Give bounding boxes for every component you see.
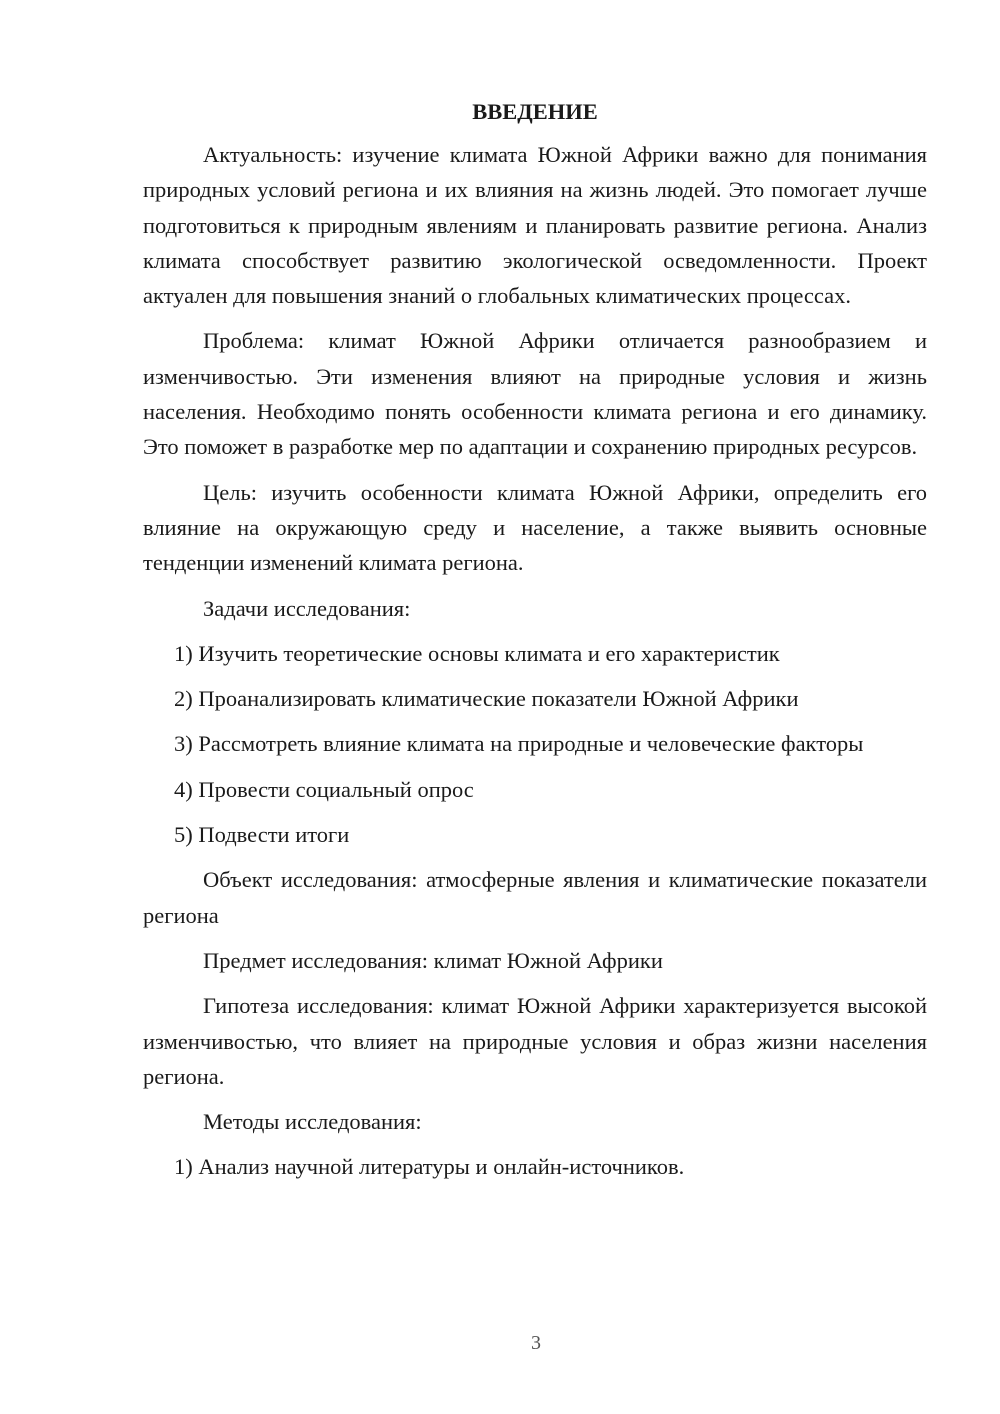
task-item: 4) Провести социальный опрос	[174, 776, 474, 802]
paragraph-object: Объект исследования: атмосферные явления и климатические показатели региона	[143, 867, 927, 928]
paragraph-goal: Цель: изучить особенности климата Южной Африки, определить его влияние на окружающую среду и население, а также выявить основные тенденции изменений климата региона.	[143, 479, 927, 576]
method-item: 1) Анализ научной литературы и онлайн-источников.	[174, 1154, 685, 1180]
page-number: 3	[531, 1332, 541, 1354]
tasks-heading: Задачи исследования:	[203, 595, 411, 621]
paragraph-relevance: Актуальность: изучение климата Южной Африки важно для понимания природных условий региона и их влияния на жизнь людей. Это помогает лучше подготовиться к природным явлениям и планировать развитие региона. Анализ климата способствует развитию экологической осведомленности. Проект актуален для повышения знаний о глобальных климатических процессах.	[143, 142, 927, 309]
task-item: 1) Изучить теоретические основы климата и его характеристик	[174, 640, 780, 666]
methods-heading: Методы исследования:	[203, 1109, 422, 1135]
paragraph-subject: Предмет исследования: климат Южной Африки	[203, 947, 663, 973]
paragraph-hypothesis: Гипотеза исследования: климат Южной Африки характеризуется высокой изменчивостью, что влияет на природные условия и образ жизни населения региона.	[143, 993, 927, 1089]
task-item: 5) Подвести итоги	[174, 822, 350, 848]
section-title: ВВЕДЕНИЕ	[472, 99, 598, 124]
task-item: 3) Рассмотреть влияние климата на природные и человеческие факторы	[174, 731, 864, 757]
paragraph-problem: Проблема: климат Южной Африки отличается разнообразием и изменчивостью. Эти изменения влияют на природные условия и жизнь населения. Необходимо понять особенности климата региона и его динамику. Это поможет в разработке мер по адаптации и сохранению природных ресурсов.	[143, 328, 927, 460]
page-content	[143, 94, 927, 1195]
task-item: 2) Проанализировать климатические показатели Южной Африки	[174, 686, 799, 712]
